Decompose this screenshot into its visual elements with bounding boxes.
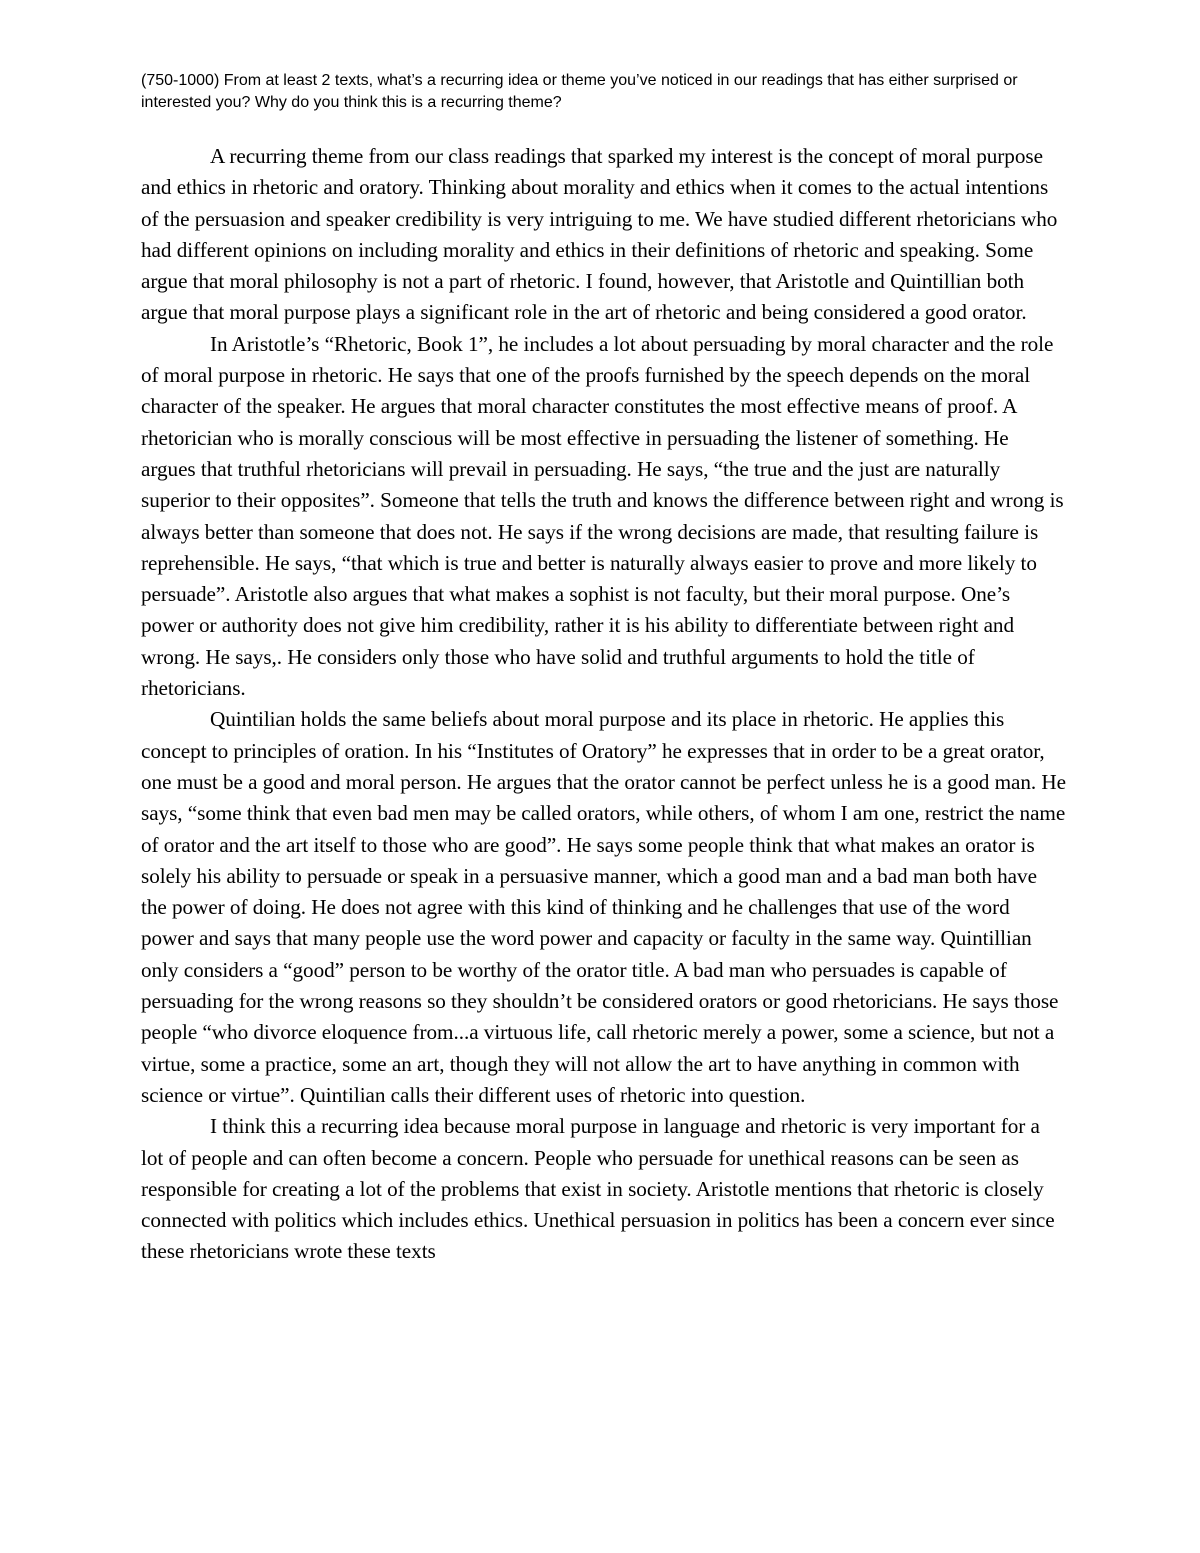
essay-paragraph-aristotle: In Aristotle’s “Rhetoric, Book 1”, he includes a lot about persuading by moral character and the role of moral purpose in rhetoric. He says that one of the proofs furnished by the speech depends on the moral character of the speaker. He argues that moral character constitutes the most effective means of proof. A rhetorician who is morally conscious will be most effective in persuading the listener of something. He argues that truthful rhetoricians will prevail in persuading. He says, “the true and the just are naturally superior to their opposites”. Someone that tells the truth and knows the difference between right and wrong is always better than someone that does not. He says if the wrong decisions are made, that resulting failure is reprehensible. He says, “that which is true and better is naturally always easier to prove and more likely to persuade”. Aristotle also argues that what makes a sophist is not faculty, but their moral purpose. One’s power or authority does not give him credibility, rather it is his ability to differentiate between right and wrong. He says,. He considers only those who have solid and truthful arguments to hold the title of rhetoricians. bbox=[141, 331, 1064, 701]
essay-paragraph-conclusion: I think this a recurring idea because moral purpose in language and rhetoric is very important for a lot of people and can often become a concern. People who persuade for unethical reasons can be seen as responsible for creating a lot of the problems that exist in society. Aristotle mentions that rhetoric is closely connected with politics which includes ethics. Unethical persuasion in politics has been a concern ever since these rhetoricians wrote these texts bbox=[141, 1114, 1055, 1264]
essay-paragraph-quintilian: Quintilian holds the same beliefs about moral purpose and its place in rhetoric. He applies this concept to principles of oration. In his “Institutes of Oratory” he expresses that in order to be a great orator, one must be a good and moral person. He argues that the orator cannot be perfect unless he is a good man. He says, “some think that even bad men may be called orators, while others, of whom I am one, restrict the name of orator and the art itself to those who are good”. He says some people think that what makes an orator is solely his ability to persuade or speak in a persuasive manner, which a good man and a bad man both have the power of doing. He does not agree with this kind of thinking and he challenges that use of the word power and says that many people use the word power and capacity or faculty in the same way. Quintillian only considers a “good” person to be worthy of the orator title. A bad man who persuades is capable of persuading for the wrong reasons so they shouldn’t be considered orators or good rhetoricians. He says those people “who divorce eloquence from...a virtuous life, call rhetoric merely a power, some a science, but not a virtue, some a practice, some an art, though they will not allow the art to have anything in common with science or virtue”. Quintilian calls their different uses of rhetoric into question. bbox=[141, 707, 1066, 1107]
essay-prompt: (750-1000) From at least 2 texts, what’s a recurring idea or theme you’ve noticed in our readings that has either surprised or interested you? Why do you think this is a recurring theme? bbox=[141, 72, 1018, 111]
essay-body bbox=[141, 141, 1066, 1268]
essay-paragraph-intro: A recurring theme from our class readings that sparked my interest is the concept of moral purpose and ethics in rhetoric and oratory. Thinking about morality and ethics when it comes to the actual intentions of the persuasion and speaker credibility is very intriguing to me. We have studied different rhetoricians who had different opinions on including morality and ethics in their definitions of rhetoric and speaking. Some argue that moral philosophy is not a part of rhetoric. I found, however, that Aristotle and Quintillian both argue that moral purpose plays a significant role in the art of rhetoric and being considered a good orator. bbox=[141, 144, 1058, 325]
